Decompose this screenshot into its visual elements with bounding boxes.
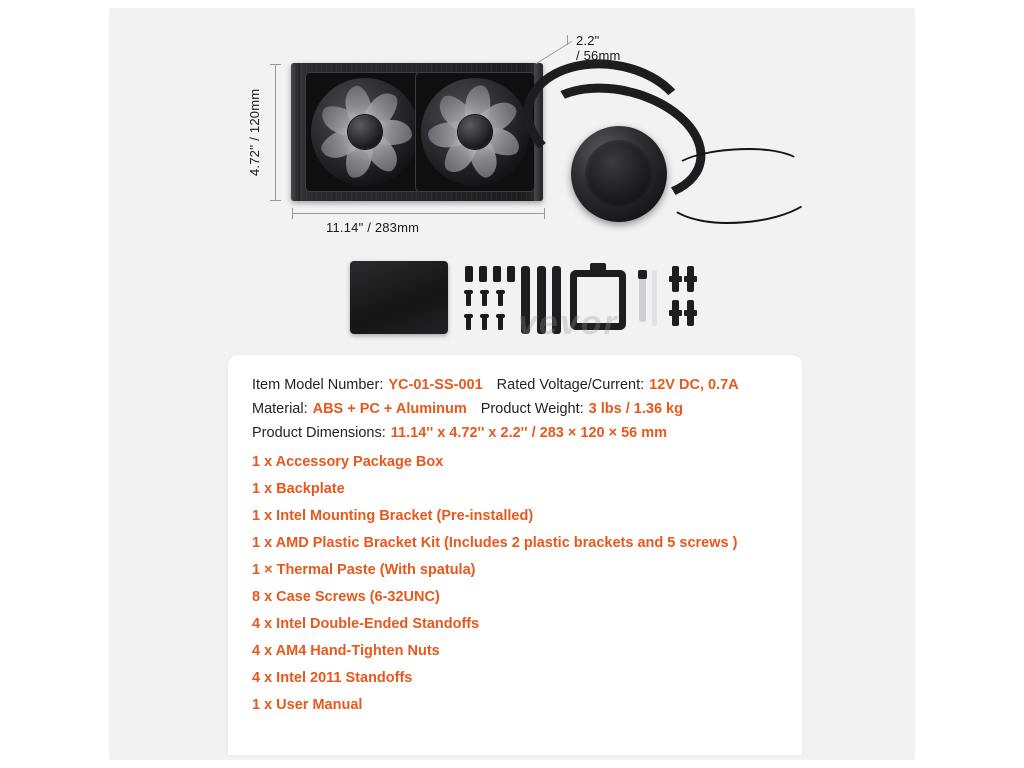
backplate-tab-icon — [590, 263, 606, 275]
spec-label: Item Model Number: — [252, 377, 384, 393]
screw-head-icon — [464, 314, 473, 318]
height-tick-bottom — [270, 200, 281, 201]
list-item: 1 x AMD Plastic Bracket Kit (Includes 2 plastic brackets and 5 screws ) — [252, 535, 738, 551]
screw-head-icon — [480, 290, 489, 294]
radiator-left-edge — [291, 63, 300, 201]
mounting-bar-icon — [521, 266, 530, 334]
spec-label: Product Dimensions: — [252, 425, 386, 441]
height-dimension-label: 4.72'' / 120mm — [247, 88, 262, 176]
nut-icon — [669, 310, 682, 316]
list-item: 1 x Backplate — [252, 481, 345, 497]
spec-row — [252, 377, 778, 393]
list-item: 1 x User Manual — [252, 697, 363, 713]
screw-icon — [498, 316, 503, 330]
depth-tick — [567, 35, 568, 45]
mounting-bar-icon — [552, 266, 561, 334]
depth-dimension-line1: 2.2" — [576, 33, 600, 48]
standoff-icon — [493, 266, 501, 282]
width-tick-left — [292, 208, 293, 219]
height-dimension-line — [275, 64, 276, 200]
list-item: 1 x Intel Mounting Bracket (Pre-installed) — [252, 508, 534, 524]
brand-watermark: vevor — [518, 304, 619, 342]
standoff-icon — [465, 266, 473, 282]
fan-ring — [421, 78, 529, 186]
list-item: 1 × Thermal Paste (With spatula) — [252, 562, 476, 578]
pump-cable — [665, 158, 819, 224]
screw-icon — [498, 292, 503, 306]
backplate-icon — [570, 270, 626, 330]
spec-value: ABS + PC + Aluminum — [312, 401, 467, 417]
nut-icon — [669, 276, 682, 282]
list-item: 8 x Case Screws (6-32UNC) — [252, 589, 440, 605]
accessory-package-box — [350, 261, 448, 334]
width-dimension-line — [292, 213, 545, 214]
nut-icon — [684, 310, 697, 316]
list-item: 4 x AM4 Hand-Tighten Nuts — [252, 643, 440, 659]
thermal-paste-cap-icon — [638, 270, 647, 279]
spec-field-voltage — [497, 377, 739, 393]
spec-label: Rated Voltage/Current: — [496, 377, 645, 393]
screw-icon — [466, 316, 471, 330]
pump-head — [571, 126, 667, 222]
width-dimension-label: 11.14" / 283mm — [326, 220, 420, 235]
product-illustration — [109, 8, 915, 353]
fan-hub — [348, 115, 382, 149]
standoff-icon — [479, 266, 487, 282]
depth-dimension-line2: / 56mm — [576, 48, 621, 63]
list-item: 4 x Intel Double-Ended Standoffs — [252, 616, 480, 632]
fan-left — [305, 72, 425, 192]
screw-icon — [482, 316, 487, 330]
spatula-icon — [652, 270, 657, 326]
screw-head-icon — [464, 290, 473, 294]
screw-icon — [466, 292, 471, 306]
screw-icon — [482, 292, 487, 306]
screw-head-icon — [480, 314, 489, 318]
nut-icon — [684, 276, 697, 282]
list-item: 1 x Accessory Package Box — [252, 454, 444, 470]
spec-field-dimensions — [252, 425, 667, 441]
spec-row — [252, 401, 778, 417]
package-contents-list — [252, 449, 778, 719]
mounting-bar-icon — [537, 266, 546, 334]
radiator-body — [291, 63, 543, 201]
fan-ring — [311, 78, 419, 186]
height-tick-top — [270, 64, 281, 65]
specification-card — [228, 355, 802, 755]
spec-field-weight — [481, 401, 683, 417]
screw-head-icon — [496, 290, 505, 294]
spec-row — [252, 425, 778, 441]
spec-value: 12V DC, 0.7A — [649, 377, 739, 393]
pump-head-face — [585, 140, 653, 208]
fan-right — [415, 72, 535, 192]
spec-label: Product Weight: — [480, 401, 584, 417]
width-tick-right — [544, 208, 545, 219]
spec-label: Material: — [252, 401, 308, 417]
list-item: 4 x Intel 2011 Standoffs — [252, 670, 413, 686]
depth-dimension-label — [576, 33, 621, 63]
screw-head-icon — [496, 314, 505, 318]
standoff-icon — [507, 266, 515, 282]
thermal-paste-icon — [639, 276, 646, 322]
spec-field-material — [252, 401, 467, 417]
spec-field-model — [252, 377, 483, 393]
spec-value: 11.14'' x 4.72'' x 2.2'' / 283 × 120 × 56 mm — [390, 425, 668, 441]
spec-value: YC-01-SS-001 — [388, 377, 483, 393]
spec-value: 3 lbs / 1.36 kg — [588, 401, 683, 417]
fan-hub — [458, 115, 492, 149]
